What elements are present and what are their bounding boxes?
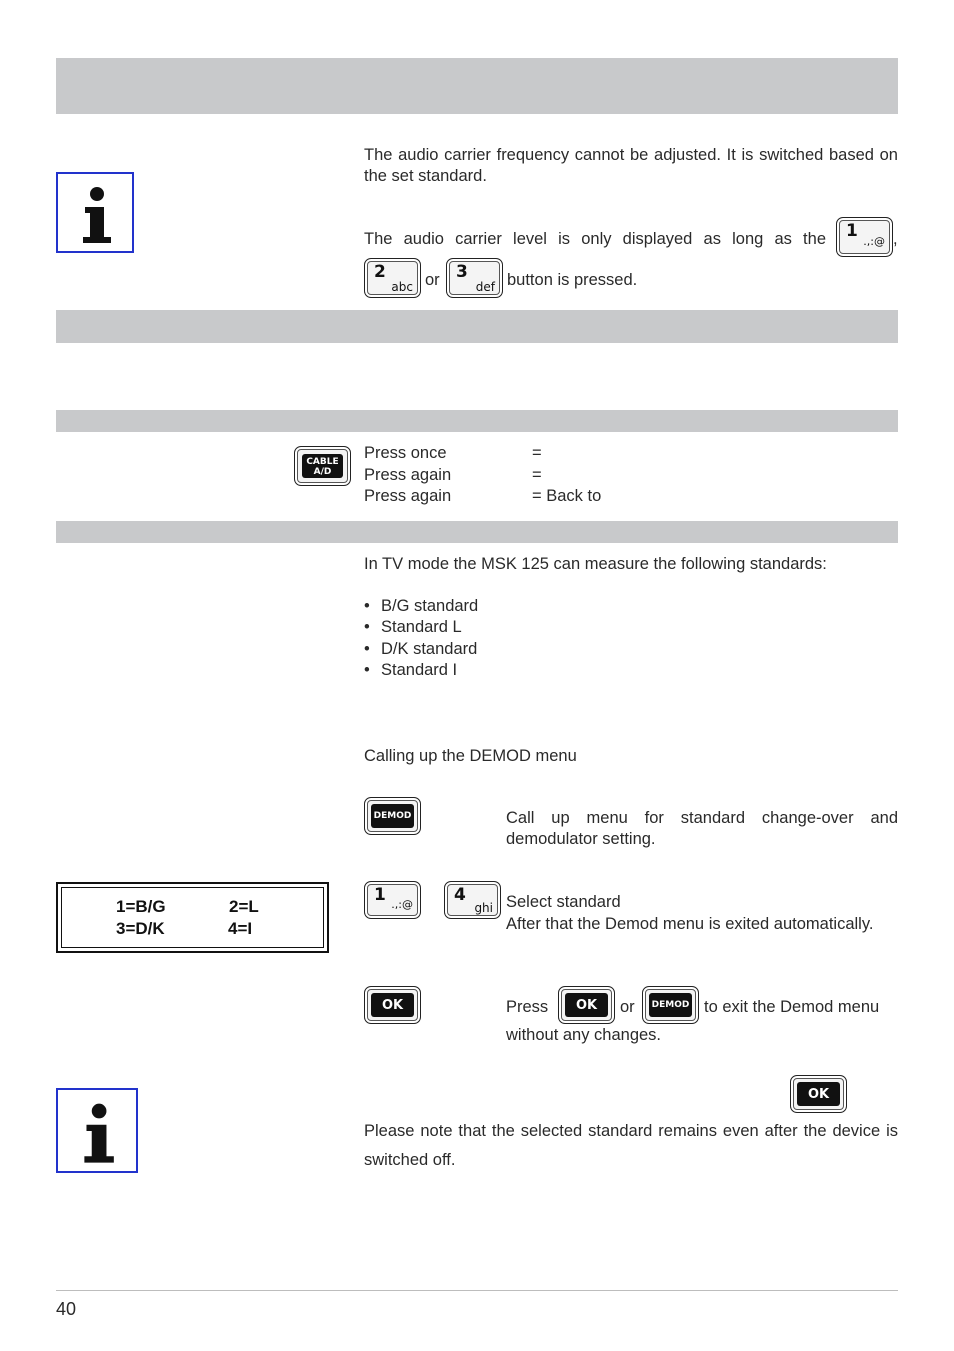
section-bar	[56, 521, 898, 543]
press-row-3-left: Press again	[364, 487, 452, 505]
key-1-num: 1	[374, 885, 386, 905]
key-3-button[interactable]	[446, 258, 503, 298]
key-4-num: 4	[454, 885, 466, 905]
list-item: • Standard I	[364, 660, 478, 681]
lcd-dk: 3=D/K	[116, 919, 165, 938]
demod-label: DEMOD	[649, 993, 692, 1017]
step3-rest: to exit the Demod menu	[704, 998, 880, 1016]
info-icon	[56, 172, 134, 253]
lcd-l: 2=L	[229, 897, 259, 916]
key-4-button[interactable]	[444, 881, 501, 919]
key-2-num: 2	[374, 262, 386, 282]
step1-text: Call up menu for standard change-over and demodulator setting.	[506, 809, 898, 848]
press-row-2-left: Press again	[364, 466, 452, 484]
audio-para-2a: The audio carrier level is only displayed as long as the	[364, 230, 826, 248]
step2-text: After that the Demod menu is exited automatically.	[506, 915, 874, 933]
list-item: • Standard L	[364, 617, 478, 638]
demod-button[interactable]	[364, 797, 421, 835]
step3-press: Press	[506, 998, 549, 1016]
standards-intro: In TV mode the MSK 125 can measure the following standards:	[364, 555, 827, 573]
comma: ,	[893, 230, 898, 248]
note-text: Please note that the selected standard remains even after the device is switched off.	[364, 1122, 898, 1169]
lcd-bg: 1=B/G	[116, 897, 166, 916]
step2-title: Select standard	[506, 893, 621, 911]
key-1-num: 1	[846, 221, 858, 241]
lcd-display	[56, 882, 329, 953]
key-1-button[interactable]	[836, 217, 893, 257]
page-number: 40	[56, 1299, 77, 1319]
demod-button[interactable]	[642, 986, 699, 1024]
key-3-sub: def	[475, 280, 495, 294]
ok-button[interactable]	[364, 986, 421, 1024]
ad-label: A/D	[313, 467, 332, 477]
key-1-sub: .,:@	[863, 235, 885, 248]
step3-line2: without any changes.	[506, 1026, 662, 1044]
key-1-button[interactable]	[364, 881, 421, 919]
key-2-button[interactable]	[364, 258, 421, 298]
header-bar	[56, 58, 898, 114]
key-3-num: 3	[456, 262, 468, 282]
ok-label: OK	[371, 993, 414, 1017]
list-item: • D/K standard	[364, 639, 478, 660]
lcd-i: 4=I	[228, 919, 253, 938]
cable-ad-button[interactable]	[294, 446, 351, 486]
key-2-sub: abc	[391, 280, 413, 294]
list-item: • B/G standard	[364, 596, 478, 617]
ok-label: OK	[565, 993, 608, 1017]
press-row-2-right: =	[532, 466, 542, 484]
audio-para-2b: button is pressed.	[507, 271, 638, 289]
press-row-3-right: = Back to	[532, 487, 602, 505]
press-row-1-right: =	[532, 444, 542, 462]
demod-label: DEMOD	[371, 804, 414, 828]
step3-or: or	[620, 998, 635, 1016]
key-1-sub: .,:@	[391, 898, 413, 911]
ok-button[interactable]	[790, 1075, 847, 1113]
audio-para-1: The audio carrier frequency cannot be adjusted. It is switched based on the set standard.	[364, 146, 898, 185]
ok-label: OK	[797, 1082, 840, 1106]
section-bar	[56, 310, 898, 343]
ok-button[interactable]	[558, 986, 615, 1024]
cable-label: CABLE	[306, 457, 339, 467]
footer-rule	[56, 1290, 898, 1291]
press-row-1-left: Press once	[364, 444, 447, 462]
or-text: or	[425, 271, 440, 289]
standards-list	[364, 596, 478, 681]
section-bar	[56, 410, 898, 432]
info-icon	[56, 1088, 138, 1173]
calling-demod: Calling up the DEMOD menu	[364, 747, 577, 765]
key-4-sub: ghi	[474, 901, 493, 915]
